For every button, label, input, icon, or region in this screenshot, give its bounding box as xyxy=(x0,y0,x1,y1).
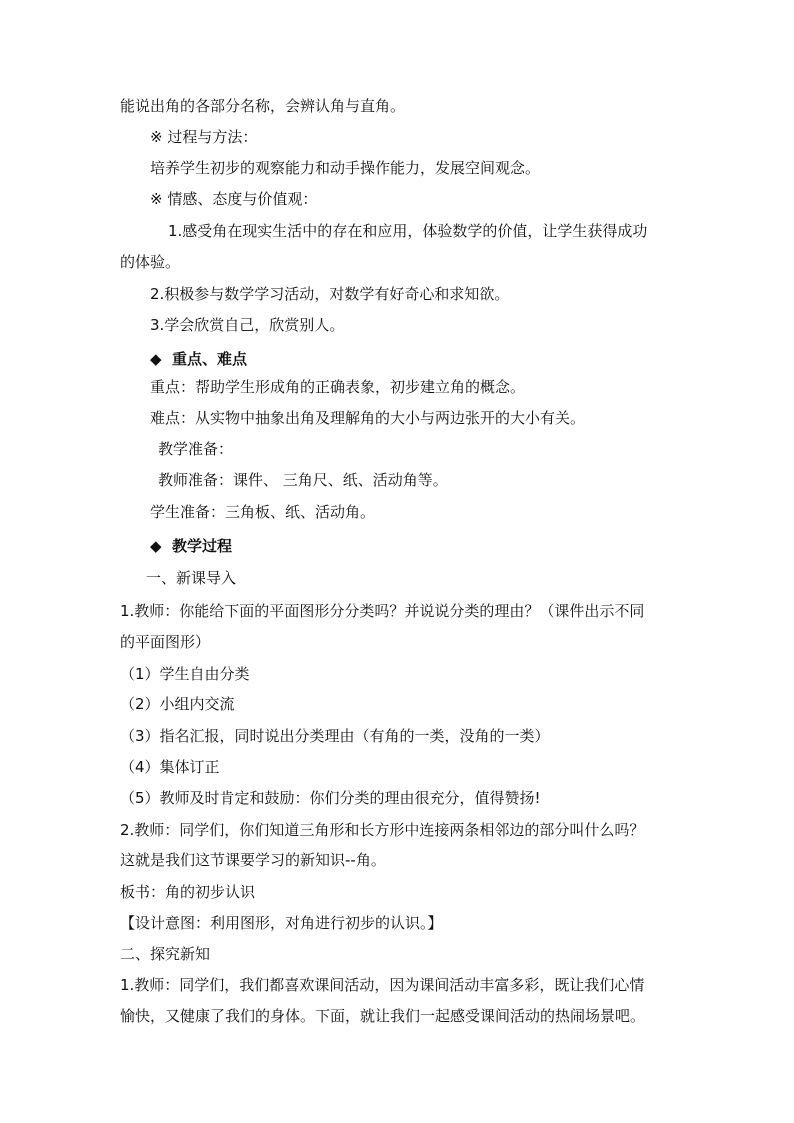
text-line: 的体验。 xyxy=(120,253,181,271)
text-line: 重点：帮助学生形成角的正确表象，初步建立角的概念。 xyxy=(150,378,526,396)
text-line: ※ 情感、态度与价值观： xyxy=(150,190,318,208)
text-line: 学生准备：三角板、纸、活动角。 xyxy=(150,503,376,521)
text-line: 【设计意图：利用图形，对角进行初步的认识。】 xyxy=(120,914,443,932)
text-line: 这就是我们这节课要学习的新知识--角。 xyxy=(120,851,386,869)
text-line: 一、新课导入 xyxy=(146,569,237,587)
diamond-bullet-icon: ◆ xyxy=(150,537,162,555)
section-heading xyxy=(150,536,232,556)
text-line: 难点：从实物中抽象出角及理解角的大小与两边张开的大小有关。 xyxy=(150,409,586,427)
heading-text: 教学过程 xyxy=(172,537,233,555)
text-line: 教学准备： xyxy=(158,440,234,458)
text-line: （1）学生自由分类 xyxy=(120,665,250,683)
text-line: ※ 过程与方法： xyxy=(150,128,258,146)
text-line: 3.学会欣赏自己，欣赏别人。 xyxy=(150,316,345,334)
text-line: 愉快，又健康了我们的身体。下面，就让我们一起感受课间活动的热闹场景吧。 xyxy=(120,1007,646,1025)
text-line: 2.积极参与数学学习活动，对数学有好奇心和求知欲。 xyxy=(150,285,510,303)
heading-text: 重点、难点 xyxy=(172,350,248,368)
text-line: 教师准备：课件、 三角尺、纸、活动角等。 xyxy=(158,471,448,489)
text-line: 的平面图形） xyxy=(120,633,211,651)
text-line: 1.教师：你能给下面的平面图形分分类吗？并说说分类的理由？（课件出示不同 xyxy=(120,602,645,620)
text-line: （3）指名汇报，同时说出分类理由（有角的一类，没角的一类） xyxy=(120,727,550,745)
text-line: 二、探究新知 xyxy=(120,945,211,963)
text-line: （4）集体订正 xyxy=(120,758,220,776)
text-line: 板书：角的初步认识 xyxy=(120,883,256,901)
text-line: （2）小组内交流 xyxy=(120,695,235,713)
text-line: 1.教师：同学们，我们都喜欢课间活动，因为课间活动丰富多彩，既让我们心情 xyxy=(120,976,645,994)
diamond-bullet-icon: ◆ xyxy=(150,350,162,368)
section-heading xyxy=(150,349,247,369)
text-line: 培养学生初步的观察能力和动手操作能力，发展空间观念。 xyxy=(150,159,541,177)
text-line: （5）教师及时肯定和鼓励：你们分类的理由很充分，值得赞扬! xyxy=(120,789,541,807)
text-line: 能说出角的各部分名称，会辨认角与直角。 xyxy=(120,97,406,115)
text-line: 1.感受角在现实生活中的存在和应用，体验数学的价值，让学生获得成功 xyxy=(168,222,648,240)
text-line: 2.教师：同学们，你们知道三角形和长方形中连接两条相邻边的部分叫什么吗？ xyxy=(120,821,645,839)
